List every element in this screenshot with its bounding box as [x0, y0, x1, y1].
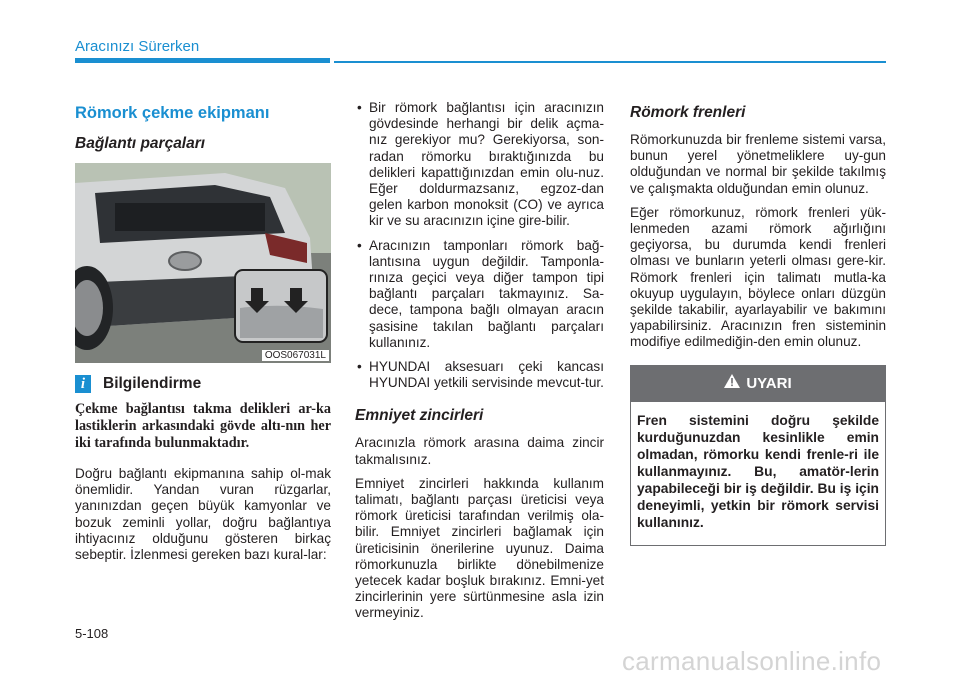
car-rear-illustration [75, 163, 331, 363]
info-text: Çekme bağlantısı takma delikleri ar-ka lastiklerin arkasındaki gövde altı-nın her iki tarafında bulunmaktadır. [75, 401, 331, 451]
middle-column [355, 100, 604, 630]
warning-box [630, 365, 886, 546]
brakes-title: Römork frenleri [630, 104, 746, 121]
subsection-title: Bağlantı parçaları [75, 135, 206, 152]
warning-title: UYARI [746, 374, 792, 392]
warning-header [631, 366, 885, 402]
info-heading [75, 375, 331, 393]
left-body-text: Doğru bağlantı ekipmanına sahip ol-mak önemlidir. Yandan vuran rüzgarlar, yanınızdan geçen büyük kamyonlar ve bozuk zeminli yollar, doğru bağlantıya ihtiyacınız olduğunu gösteren birkaç sebeptir. İzlenmesi gereken bazı kural-lar: [75, 466, 331, 563]
chains-title: Emniyet zincirleri [355, 407, 484, 425]
info-icon: i [75, 375, 91, 393]
warning-triangle-icon [724, 366, 740, 402]
chains-paragraph-1: Aracınızla römork arasına daima zincir takmalısınız. [355, 435, 604, 467]
rules-list [355, 100, 604, 391]
warning-text: Fren sistemini doğru şekilde kurduğunuzdan kesinlikle emin olmadan, römorku kendi frenle-ri ile kullanmayınız. Bu, amatör-lerin yapabileceği bir iş değildir. Bu iş için deneyimli, yetkin bir römork servisi kullanınız. [637, 412, 879, 530]
list-item: • HYUNDAI aksesuarı çeki kancası HYUNDAI yetkili servisinde mevcut-tur. [355, 359, 604, 391]
figure-caption: OOS067031L [262, 350, 329, 361]
header-rule-thick [75, 58, 330, 63]
car-rear-photo [75, 163, 331, 363]
left-column [75, 100, 331, 571]
running-header: Aracınızı Sürerken [75, 38, 200, 55]
page-number: 5-108 [75, 626, 109, 641]
right-column [630, 100, 886, 546]
header-rule-thin [334, 61, 886, 63]
brakes-paragraph-2: Eğer römorkunuz, römork frenleri yük-lenmeden azami römork ağırlığını geçiyorsa, bu durumda kendi frenleri olması ve bunların yeterli olması gere-kir. Römork frenleri için talimatı mutla-ka okuyup uygulayın, böylece onları düzgün şekilde takabilir, ayarlayabilir ve bakımını yapabilirsiniz. Aracınızın fren sisteminin modifiye edilmediğin-den emin olunuz. [630, 204, 886, 350]
list-item: • Aracınızın tamponları römork bağ-lantısına uygun değildir. Tamponla-rınıza geçici veya diğer tampon tipi bağlantı parçaları takmayınız. Sa-dece, tampona bağlı olmayan aracın şasisine takılan bağlantı parçaları kullanınız. [355, 238, 604, 351]
section-title: Römork çekme ekipmanı [75, 104, 270, 122]
brakes-paragraph-1: Römorkunuzda bir frenleme sistemi varsa, bunun yerel yönetmeliklere uy-gun olduğundan ve normal bir şekilde takılmış ve çalışmakta olduğundan emin olunuz. [630, 132, 886, 196]
watermark: carmanualsonline.info [622, 646, 882, 676]
chains-paragraph-2: Emniyet zincirleri hakkında kullanım talimatı, bağlantı parçası üreticisi veya römork üreticisi tarafından verilmiş ola-bilir. Emniyet zincirleri bağlamak için üreticisinin önerilerine uyunuz. Daima römorkunuzla birlikte dönebilmenize yetecek kadar boşluk bırakınız. Emni-yet zincirlerinin yere sürtünmesine asla izin vermeyiniz. [355, 475, 604, 621]
info-title: Bilgilendirme [103, 375, 202, 392]
list-item: • Bir römork bağlantısı için aracınızın gövdesinde herhangi bir delik açma-nız gerekiyor mu? Gerekiyorsa, son-radan römorku bıraktığınızda bu delikleri kapattığınızdan emin olu-nuz. Eğer doldurmazsanız, egzoz-dan gelen karbon monoksit (CO) ve ayrıca kir ve su aracınızın içine gire-bilir. [355, 100, 604, 230]
